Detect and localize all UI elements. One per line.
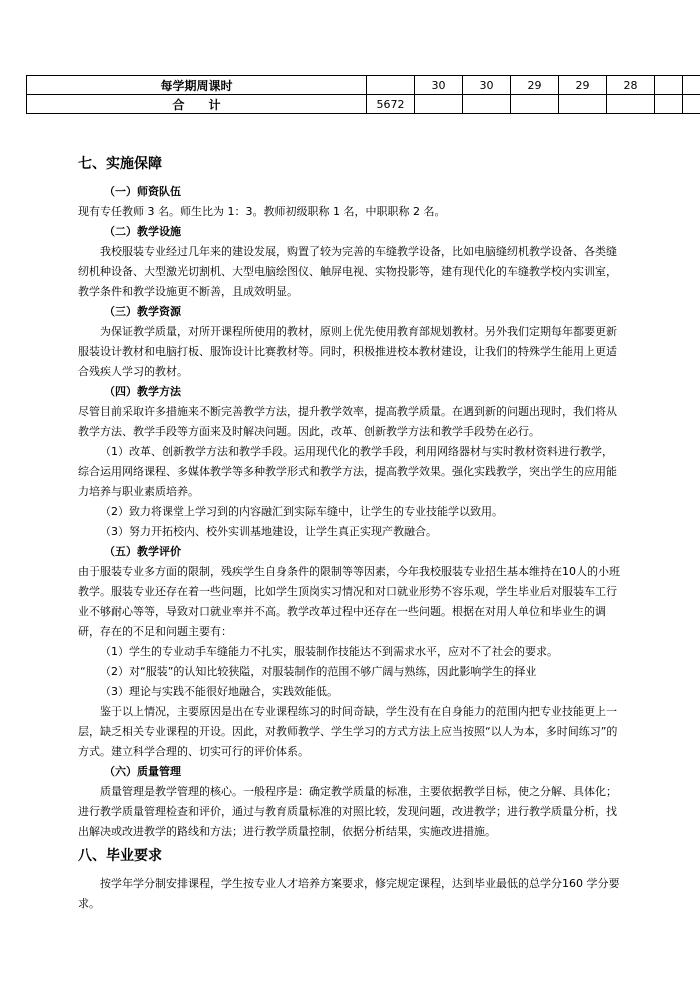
cell-week: 28 — [607, 76, 655, 95]
cell-total — [367, 76, 415, 95]
paragraph: 由于服装专业多方面的限制，残疾学生自身条件的限制等等因素，今年我校服装专业招生基本维持在10人的小班教学。服装专业还存在着一些问题，比如学生顶岗实习情况和对口就业形势不容乐观，学生毕业后对服装车工行业不够耐心等等，导致对口就业率并不高。教学改革过程中还存在一些问题。根据在对用人单位和毕业生的调研，存在的不足和问题主要有： — [78, 565, 620, 638]
cell-empty — [683, 95, 700, 114]
row-label: 合 计 — [27, 95, 367, 114]
cell-week — [463, 95, 511, 114]
cell-week: 29 — [511, 76, 559, 95]
cell-week: 30 — [415, 76, 463, 95]
paragraph: 为保证教学质量，对所开课程所使用的教材，原则上优先使用教育部规划教材。另外我们定期每年都要更新服装设计教材和电脑打板、服饰设计比赛教材等。同时，积极推进校本教材建设，让我们的特殊学生能用上更适合残疾人学习的教材。 — [78, 325, 617, 378]
cell-week — [415, 95, 463, 114]
cell-week: 30 — [463, 76, 511, 95]
document-body — [78, 152, 623, 914]
subsection-heading: （一）师资队伍 — [104, 185, 181, 198]
paragraph: （3）理论与实践不能很好地融合，实践效能低。 — [100, 685, 338, 698]
section-title: 八、毕业要求 — [78, 848, 162, 864]
paragraph: （2）对“服装”的认知比较狭隘，对服装制作的范围不够广阔与熟练，因此影响学生的择业 — [100, 665, 537, 678]
weekly-hours-table — [26, 75, 700, 114]
cell-total: 5672 — [367, 95, 415, 114]
cell-week — [511, 95, 559, 114]
cell-week — [559, 95, 607, 114]
paragraph: 按学年学分制安排课程，学生按专业人才培养方案要求，修完规定课程，达到毕业最低的总学分160 学分要求。 — [78, 877, 620, 910]
row-label: 每学期周课时 — [27, 76, 367, 95]
cell-empty — [655, 95, 683, 114]
subsection-heading: （三）教学资源 — [104, 305, 181, 318]
subsection-heading: （五）教学评价 — [104, 545, 181, 558]
cell-empty — [683, 76, 700, 95]
paragraph: （1）改革、创新教学方法和教学手段。运用现代化的教学手段，利用网络器材与实时教材资料进行教学，综合运用网络课程、多媒体教学等多种教学形式和教学方法，提高教学效果。强化实践教学，突出学生的应用能力培养与职业素质培养。 — [78, 445, 617, 498]
paragraph: （3）努力开拓校内、校外实训基地建设，让学生真正实现产教融合。 — [100, 525, 437, 538]
cell-week: 29 — [559, 76, 607, 95]
cell-empty — [655, 76, 683, 95]
paragraph: 现有专任教师 3 名。师生比为 1：3。教师初级职称 1 名，中职职称 2 名。 — [78, 205, 446, 218]
cell-week — [607, 95, 655, 114]
paragraph: 我校服装专业经过几年来的建设发展，购置了较为完善的车缝教学设备，比如电脑缝纫机教学设备、各类缝纫机种设备、大型激光切割机、大型电脑绘图仪、触屏电视、实物投影等，建有现代化的车缝教学校内实训室，教学条件和教学设施更不断善，且成效明显。 — [78, 245, 617, 298]
section-title: 七、实施保障 — [78, 156, 162, 172]
paragraph: （1）学生的专业动手车缝能力不扎实，服装制作技能达不到需求水平，应对不了社会的要求。 — [100, 645, 558, 658]
paragraph: 鉴于以上情况，主要原因是出在专业课程练习的时间奇缺，学生没有在自身能力的范围内把专业技能更上一层，缺乏相关专业课程的开设。因此，对教师教学、学生学习的方式方法上应当按照“以人为本，多时间练习”的方式。建立科学合理的、切实可行的评价体系。 — [78, 705, 618, 758]
paragraph: 质量管理是教学管理的核心。一般程序是：确定教学质量的标准，主要依据教学目标，使之分解、具体化；进行教学质量管理检查和评价，通过与教育质量标准的对照比较，发现问题，改进教学；进行教学质量分析，找出解决或改进教学的路线和方法；进行教学质量控制，依据分析结果，实施改进措施。 — [78, 785, 617, 838]
subsection-heading: （四）教学方法 — [104, 385, 181, 398]
subsection-heading: （二）教学设施 — [104, 225, 181, 238]
subsection-heading: （六）质量管理 — [104, 765, 181, 778]
paragraph: （2）致力将课堂上学习到的内容融汇到实际车缝中，让学生的专业技能学以致用。 — [100, 505, 503, 518]
table-row — [27, 95, 700, 114]
table-row — [27, 76, 700, 95]
paragraph: 尽管目前采取许多措施来不断完善教学方法，提升教学效率，提高教学质量。在遇到新的问题出现时，我们将从教学方法、教学手段等方面来及时解决问题。因此，改革、创新教学方法和教学手段势在必行。 — [78, 405, 617, 438]
